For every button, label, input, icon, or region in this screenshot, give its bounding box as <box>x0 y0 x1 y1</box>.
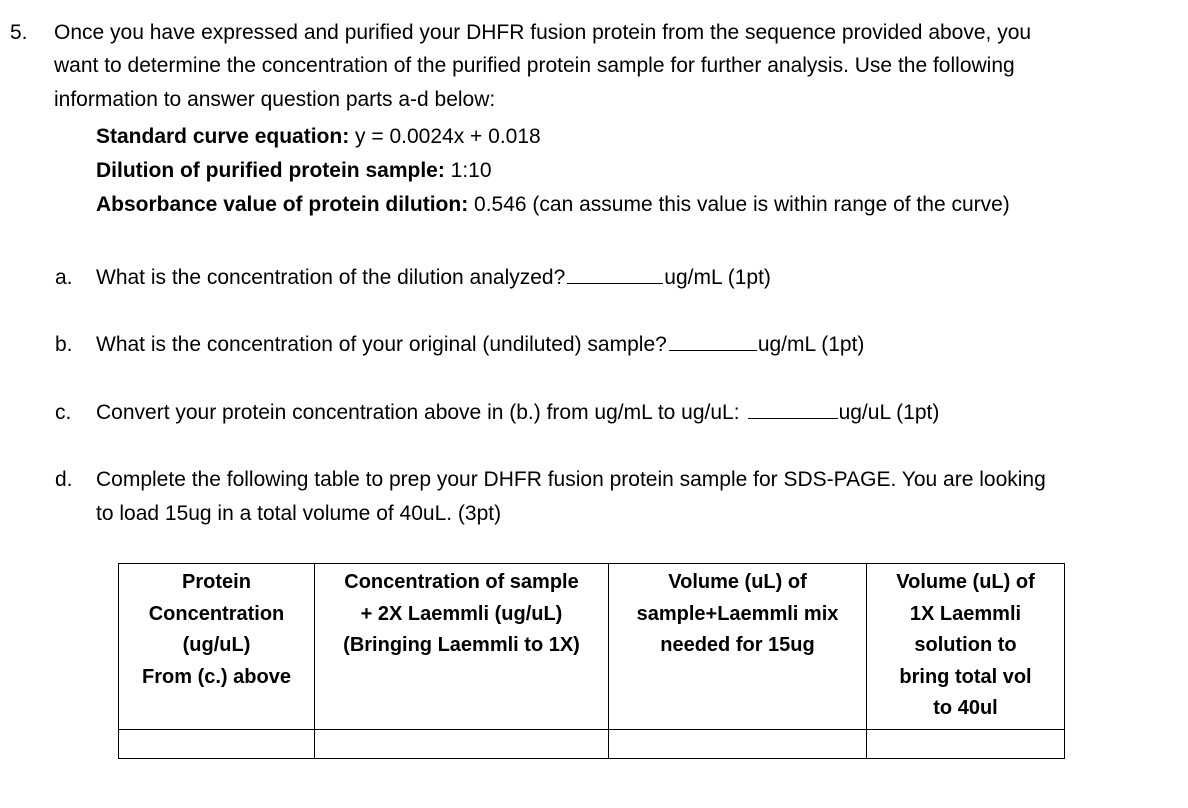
table-header-row <box>119 564 1065 730</box>
header-line: Concentration <box>148 602 285 625</box>
part-c <box>96 396 939 430</box>
header-line: (ug/uL) <box>182 634 251 656</box>
question-intro-line-2: want to determine the concentration of the purified protein sample for further analysis. Use the following <box>54 54 1015 77</box>
part-d-line-2: to load 15ug in a total volume of 40uL. (3pt) <box>96 502 502 525</box>
header-sample-concentration <box>315 564 609 730</box>
question-number: 5. <box>10 21 28 44</box>
header-line: to 40ul <box>933 697 998 719</box>
header-mix-volume <box>609 564 867 730</box>
header-line: + 2X Laemmli (ug/uL) <box>360 602 563 625</box>
part-c-unit: ug/uL (1pt) <box>838 401 940 424</box>
header-line: bring total vol <box>899 665 1032 688</box>
answer-cell-protein-concentration[interactable] <box>119 729 315 758</box>
answer-cell-mix-volume[interactable] <box>609 729 867 758</box>
part-b-unit: ug/mL (1pt) <box>757 333 865 356</box>
part-c-letter: c. <box>55 401 72 424</box>
given-label: Dilution of purified protein sample: <box>96 159 445 182</box>
part-b <box>96 328 864 362</box>
given-absorbance <box>96 188 1010 222</box>
given-dilution <box>96 154 492 188</box>
header-laemmli-volume <box>867 564 1065 730</box>
header-line: Concentration of sample <box>344 571 579 593</box>
given-label: Standard curve equation: <box>96 125 350 148</box>
header-line: solution to <box>914 634 1017 656</box>
part-d-line-1: Complete the following table to prep your DHFR fusion protein sample for SDS-PAGE. You are looking <box>96 468 1046 491</box>
part-b-text: What is the concentration of your original (undiluted) sample? <box>96 333 667 356</box>
header-line: sample+Laemmli mix <box>636 602 839 625</box>
part-c-text: Convert your protein concentration above in (b.) from ug/mL to ug/uL: <box>96 401 740 424</box>
header-line: Volume (uL) of <box>896 571 1035 593</box>
given-value: 1:10 <box>444 159 492 182</box>
header-line: Volume (uL) of <box>668 571 807 593</box>
part-a-unit: ug/mL (1pt) <box>664 266 771 289</box>
header-line: From (c.) above <box>142 665 291 688</box>
given-value: 0.546 (can assume this value is within range of the curve) <box>468 193 1010 216</box>
answer-cell-laemmli-volume[interactable] <box>867 729 1065 758</box>
part-b-letter: b. <box>55 333 73 356</box>
sds-page-prep-table <box>118 563 1065 759</box>
part-a-answer-blank[interactable] <box>567 261 663 284</box>
header-line: Protein <box>182 571 251 593</box>
header-protein-concentration <box>119 564 315 730</box>
part-d-letter: d. <box>55 468 73 491</box>
part-a-text: What is the concentration of the dilution analyzed? <box>96 266 566 289</box>
part-a-letter: a. <box>55 266 73 289</box>
given-label: Absorbance value of protein dilution: <box>96 193 469 216</box>
part-a <box>96 261 771 295</box>
given-value: y = 0.0024x + 0.018 <box>349 125 541 148</box>
header-line: needed for 15ug <box>660 634 815 656</box>
question-intro-line-1: Once you have expressed and purified your DHFR fusion protein from the sequence provided above, you <box>54 21 1032 44</box>
given-standard-curve <box>96 120 541 154</box>
question-intro-line-3: information to answer question parts a-d below: <box>54 88 496 111</box>
answer-cell-sample-concentration[interactable] <box>315 729 609 758</box>
header-line: 1X Laemmli <box>909 602 1022 625</box>
part-b-answer-blank[interactable] <box>669 328 757 351</box>
header-line: (Bringing Laemmli to 1X) <box>343 634 580 656</box>
table-answer-row <box>119 729 1065 758</box>
part-c-answer-blank[interactable] <box>748 396 838 419</box>
